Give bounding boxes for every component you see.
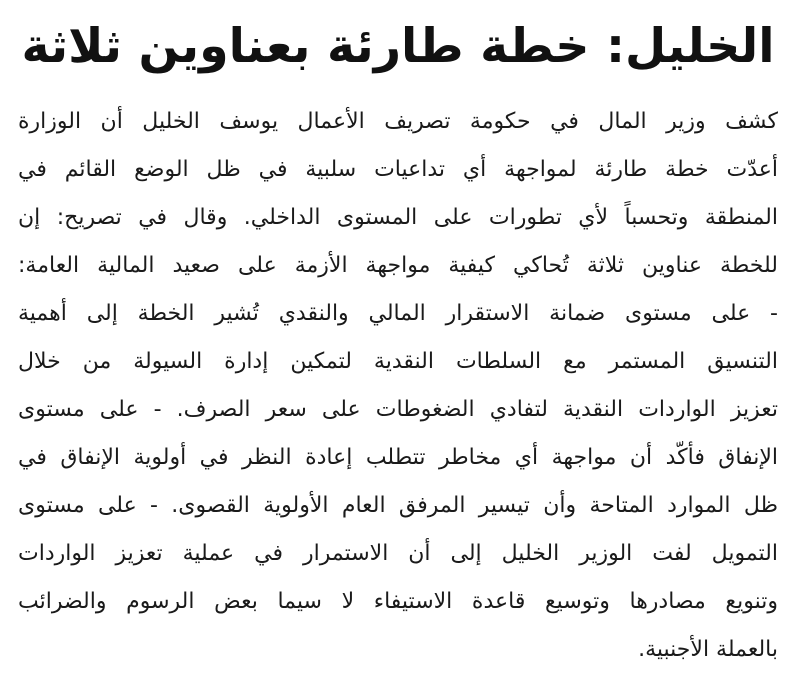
article-line: وتنويع مصادرها وتوسيع قاعدة الاستيفاء لا سيما بعض الرسوم والضرائب — [18, 589, 778, 614]
article-line: بالعملة الأجنبية. — [638, 637, 778, 662]
article-line: ظل الموارد المتاحة وأن تيسير المرفق العام الأولوية القصوى. - على مستوى — [18, 493, 778, 518]
article-line: - على مستوى ضمانة الاستقرار المالي والنقدي تُشير الخطة إلى أهمية — [18, 301, 778, 326]
article-body — [18, 98, 778, 674]
article-line: التنسيق المستمر مع السلطات النقدية لتمكين إدارة السيولة من خلال — [18, 349, 778, 374]
article-line: كشف وزير المال في حكومة تصريف الأعمال يوسف الخليل أن الوزارة — [18, 109, 778, 134]
article-line: أعدّت خطة طارئة لمواجهة أي تداعيات سلبية في ظل الوضع القائم في — [18, 157, 778, 182]
article-line: المنطقة وتحسباً لأي تطورات على المستوى الداخلي. وقال في تصريح: إن — [18, 205, 778, 230]
article-line: التمويل لفت الوزير الخليل إلى أن الاستمرار في عملية تعزيز الواردات — [18, 541, 778, 566]
article-line: تعزيز الواردات النقدية لتفادي الضغوطات على سعر الصرف. - على مستوى — [18, 397, 778, 422]
article-headline: الخليل: خطة طارئة بعناوين ثلاثة — [21, 19, 775, 74]
article-line: الإنفاق فأكّد أن مواجهة أي مخاطر تتطلب إعادة النظر في أولوية الإنفاق في — [18, 445, 778, 470]
article-line: للخطة عناوين ثلاثة تُحاكي كيفية مواجهة الأزمة على صعيد المالية العامة: — [18, 253, 778, 278]
